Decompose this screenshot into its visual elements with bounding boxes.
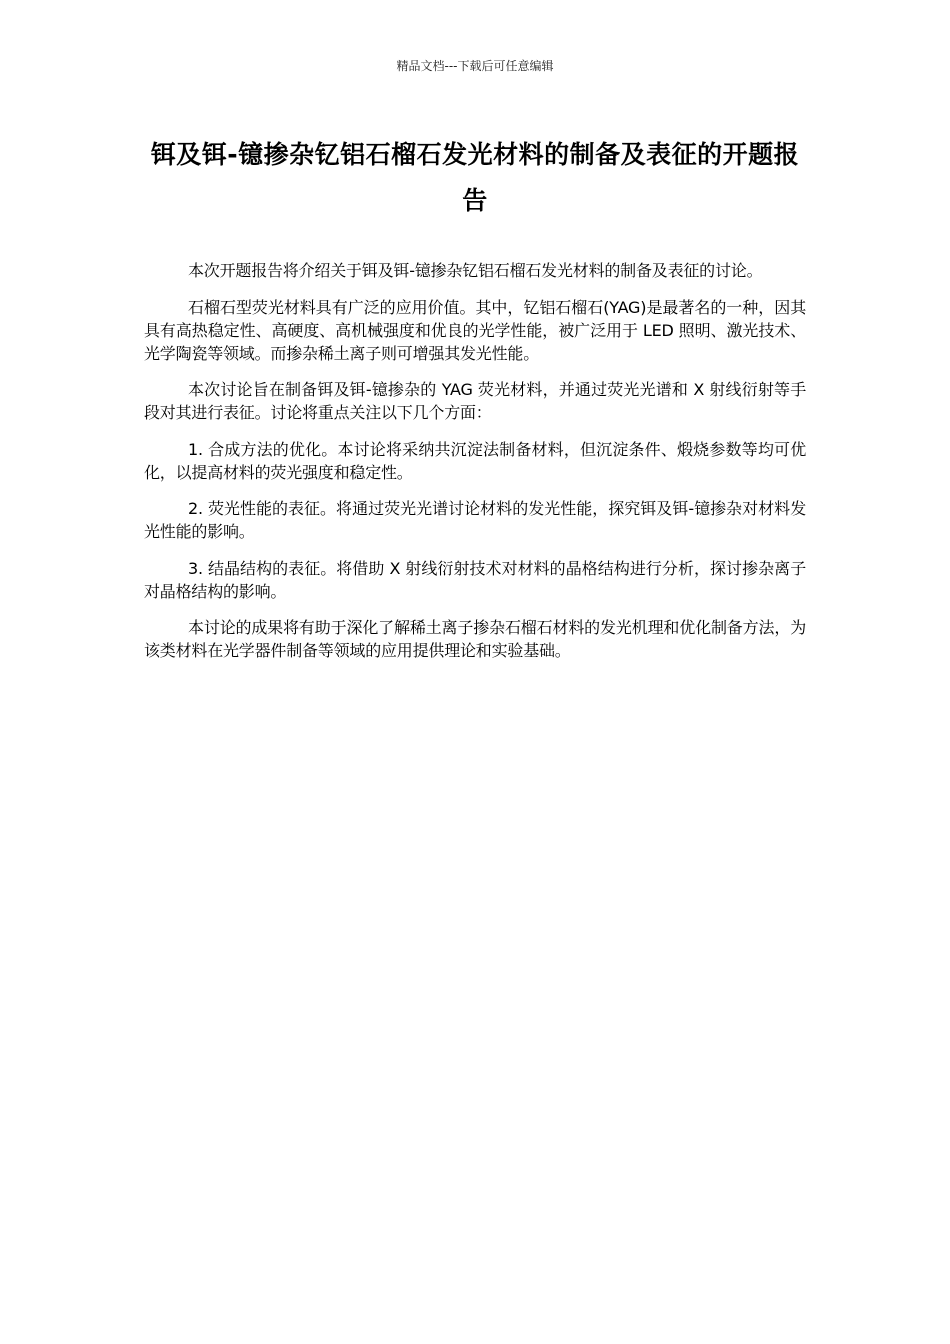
document-body	[144, 259, 806, 676]
paragraph-objective: 本次讨论旨在制备铒及铒-镱掺杂的 YAG 荧光材料，并通过荧光光谱和 X 射线衍射等手段对其进行表征。讨论将重点关注以下几个方面：	[144, 380, 806, 422]
paragraph-item-crystal-structure: 3. 结晶结构的表征。将借助 X 射线衍射技术对材料的晶格结构进行分析，探讨掺杂离子对晶格结构的影响。	[144, 558, 806, 601]
paragraph-conclusion: 本讨论的成果将有助于深化了解稀土离子掺杂石榴石材料的发光机理和优化制备方法，为该类材料在光学器件制备等领域的应用提供理论和实验基础。	[144, 618, 806, 660]
paragraph-item-synthesis: 1. 合成方法的优化。本讨论将采纳共沉淀法制备材料，但沉淀条件、煅烧参数等均可优化，以提高材料的荧光强度和稳定性。	[144, 439, 806, 482]
page-header: 精品文档---下载后可任意编辑	[396, 59, 554, 73]
document-title: 铒及铒-镱掺杂钇铝石榴石发光材料的制备及表征的开题报告	[150, 140, 800, 215]
paragraph-intro: 本次开题报告将介绍关于铒及铒-镱掺杂钇铝石榴石发光材料的制备及表征的讨论。	[188, 261, 763, 280]
paragraph-item-fluorescence: 2. 荧光性能的表征。将通过荧光光谱讨论材料的发光性能，探究铒及铒-镱掺杂对材料发光性能的影响。	[144, 499, 806, 541]
paragraph-background: 石榴石型荧光材料具有广泛的应用价值。其中，钇铝石榴石(YAG)是最著名的一种，因其具有高热稳定性、高硬度、高机械强度和优良的光学性能，被广泛用于 LED 照明、激光技术、光学陶瓷等领域。而掺杂稀土离子则可增强其发光性能。	[144, 297, 806, 363]
